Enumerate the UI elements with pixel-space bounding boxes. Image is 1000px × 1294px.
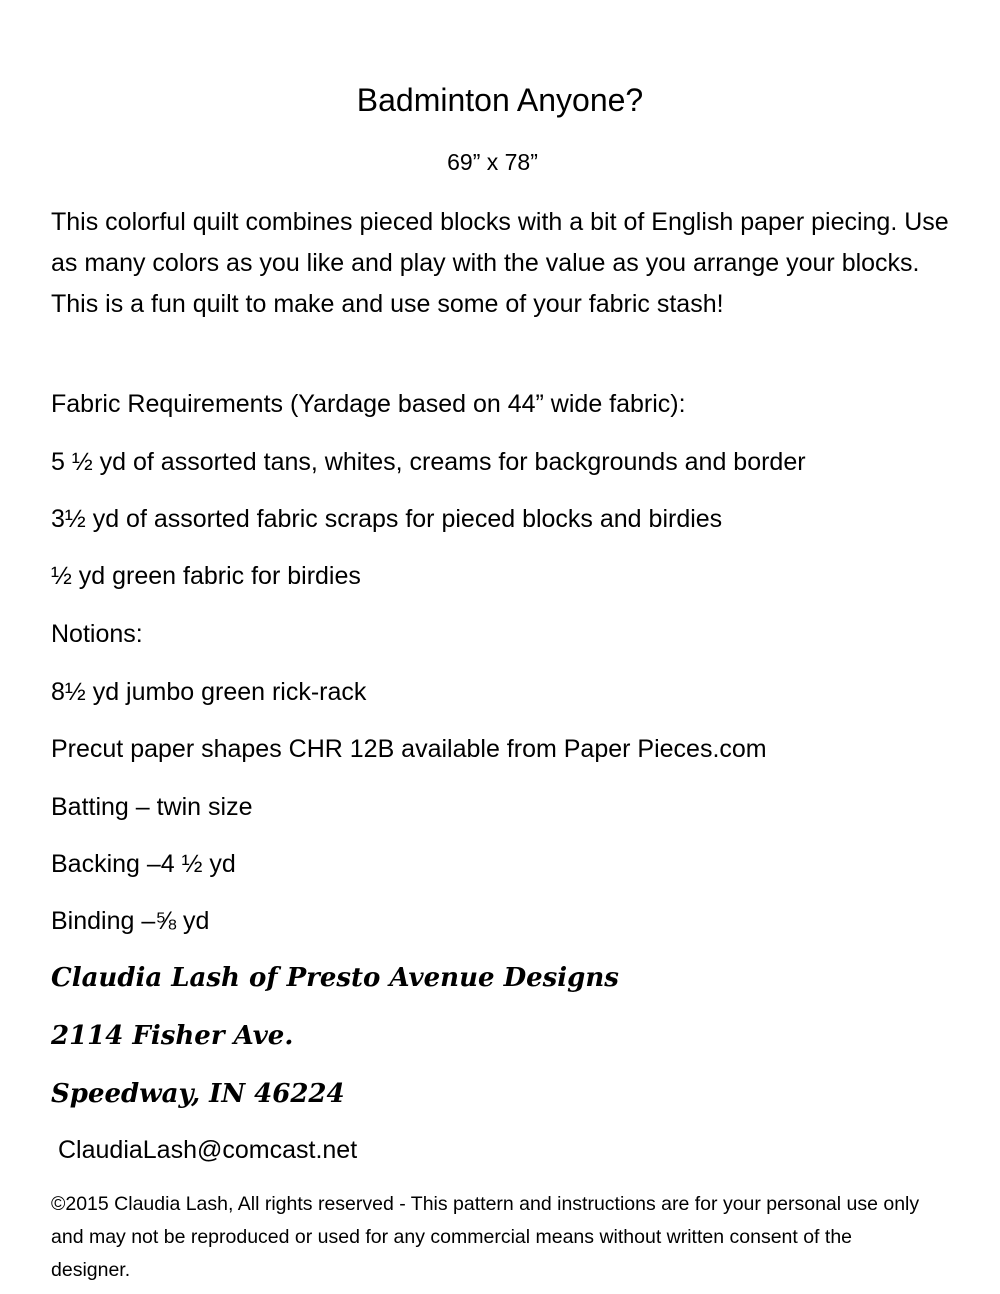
notion-item: Batting – twin size [51, 793, 253, 821]
page-title: Badminton Anyone? [356, 82, 644, 118]
copyright-notice: ©2015 Claudia Lash, All rights reserved - This pattern and instructions are for your personal use only and may not be reproduced or used for any commercial means without written consent of the designer. [51, 1193, 920, 1281]
quilt-size: 69” x 78” [447, 149, 538, 175]
designer-street: 2114 Fisher Ave. [51, 1021, 294, 1051]
intro-paragraph: This colorful quilt combines pieced blocks with a bit of English paper piecing. Use as many colors as you like and play with the value as you arrange your blocks. This is a fun quilt to make and use some of your fabric stash! [51, 208, 949, 318]
fabric-item: 5 ½ yd of assorted tans, whites, creams for backgrounds and border [51, 448, 806, 476]
notion-item: Binding –⅝ yd [51, 907, 210, 935]
notion-item: Precut paper shapes CHR 12B available from Paper Pieces.com [51, 735, 767, 763]
designer-name: Claudia Lash of Presto Avenue Designs [51, 963, 619, 993]
fabric-requirements-heading: Fabric Requirements (Yardage based on 44” wide fabric): [51, 390, 686, 418]
designer-city: Speedway, IN 46224 [51, 1079, 345, 1109]
notions-heading: Notions: [51, 620, 143, 648]
fabric-item: ½ yd green fabric for birdies [51, 562, 361, 590]
designer-email: ClaudiaLash@comcast.net [58, 1136, 358, 1164]
fabric-item: 3½ yd of assorted fabric scraps for pieced blocks and birdies [51, 505, 723, 533]
notion-item: 8½ yd jumbo green rick-rack [51, 678, 367, 706]
notion-item: Backing –4 ½ yd [51, 850, 236, 878]
